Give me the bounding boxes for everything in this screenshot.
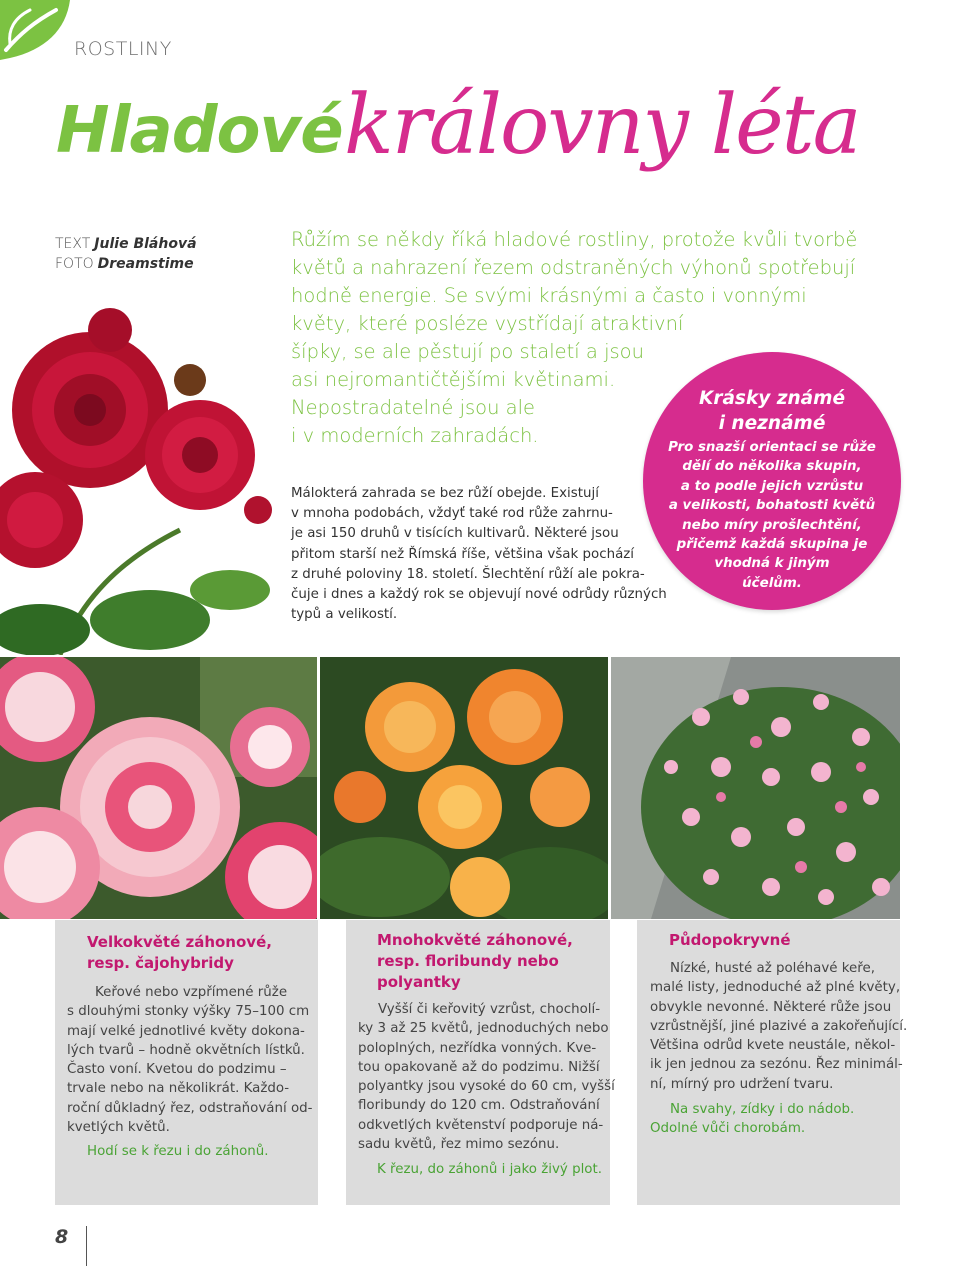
credits (55, 234, 197, 274)
title-part-2: královny léta (344, 78, 860, 173)
card-text-line: obvykle nevonné. Některé růže jsou (650, 999, 892, 1015)
card-text-line: roční důkladný řez, odstraňování od- (67, 1100, 313, 1116)
callout-title-line: Krásky známé (698, 388, 845, 409)
hybrid-tea-roses-photo (0, 657, 317, 919)
leaf-icon (0, 0, 70, 64)
card-text-line: Většina odrůd kvete neustále, někol- (650, 1038, 896, 1054)
photo-credit-author: Dreamstime (97, 256, 194, 272)
card-text-line: vzrůstnější, jiné plazivé a zakořeňující. (650, 1018, 908, 1034)
card-text-line: Často voní. Kvetou do podzimu – (67, 1062, 287, 1078)
card-note-line: Na svahy, zídky i do nádob. (670, 1102, 855, 1117)
body-paragraph (291, 484, 667, 625)
callout-line: a velikosti, bohatosti květů (668, 498, 876, 514)
floribunda-roses-photo (320, 657, 608, 919)
callout-title (643, 386, 901, 436)
lead-line: šípky, se ale pěstují po staletí a jsou (291, 340, 644, 363)
body-line: v mnoha podobách, vždyť také rod růže zahrnu- (291, 506, 613, 522)
card-text-line: Vyšší či keřovitý vzrůst, chocholí- (378, 1002, 601, 1017)
card-hybrid-tea (55, 920, 318, 1205)
card-text-line: tou opakovaně až do podzimu. Nižší (358, 1059, 600, 1075)
callout-line: přičemž každá skupina je (676, 537, 868, 553)
card-note (650, 1100, 854, 1139)
card-text (650, 959, 907, 1094)
card-text-line: sadu květů, řez mimo sezónu. (358, 1137, 560, 1153)
page-title (56, 78, 916, 214)
card-text-line: lých tvarů – hodně okvětních lístků. (67, 1042, 305, 1058)
card-note (87, 1142, 269, 1161)
section-label: ROSTLINY (74, 38, 172, 60)
card-text-line: trvale nebo na několikrát. Každo- (67, 1081, 290, 1097)
body-line: z druhé poloviny 18. století. Šlechtění růží ale pokra- (291, 566, 645, 582)
ground-cover-roses-photo (611, 657, 900, 919)
card-text-line: s dlouhými stonky výšky 75–100 cm (67, 1004, 310, 1020)
text-credit-label: TEXT (55, 236, 91, 252)
card-title-line: resp. čajohybridy (87, 954, 234, 972)
card-note-line: K řezu, do záhonů i jako živý plot. (377, 1162, 603, 1177)
card-title-line: Půdopokryvné (669, 931, 791, 949)
callout-circle (643, 352, 901, 610)
callout-body (643, 438, 901, 593)
card-ground-cover (637, 920, 908, 1205)
body-line: čuje i dnes a každý rok se objevují nové odrůdy různých (291, 587, 667, 603)
callout-line: vhodná k jiným (714, 556, 830, 572)
lead-line: květy, které posléze vystřídají atraktivní (291, 312, 684, 335)
card-floribunda (346, 920, 615, 1205)
card-text-line: ky 3 až 25 květů, jednoduchých nebo (358, 1021, 609, 1037)
card-text-line: Nízké, husté až poléhavé keře, (670, 961, 875, 976)
card-title-line: resp. floribundy nebo (377, 952, 559, 970)
card-title (377, 930, 573, 993)
card-note-line: Hodí se k řezu i do záhonů. (87, 1144, 269, 1159)
card-text-line: mají velké jednotlivé květy dokona- (67, 1023, 305, 1039)
photo-credit (55, 254, 197, 274)
card-text-line: ik jen jednou za sezónu. Řez minimál- (650, 1057, 903, 1073)
callout-line: Pro snazší orientaci se růže (668, 440, 876, 455)
photo-credit-label: FOTO (55, 256, 94, 272)
body-line: Málokterá zahrada se bez růží obejde. Existují (291, 486, 599, 501)
text-credit-author: Julie Bláhová (94, 236, 197, 252)
body-line: přitom starší než Římská říše, většina však pochází (291, 546, 635, 562)
title-part-1: Hladové (56, 94, 343, 168)
callout-line: dělí do několika skupin, (682, 459, 862, 475)
card-text-line: Keřové nebo vzpřímené růže (95, 985, 288, 1000)
card-text-line: odkvetlých květenství podporuje ná- (358, 1117, 604, 1133)
card-title-line: Mnohokvěté záhonové, (377, 931, 573, 949)
card-text (67, 983, 312, 1137)
lead-line: květů a nahrazení řezem odstraněných výhonů spotřebují (291, 256, 856, 279)
card-note (377, 1160, 602, 1179)
callout-line: a to podle jejich vzrůstu (680, 478, 864, 494)
page-number-divider (86, 1226, 87, 1266)
card-text-line: kvetlých květů. (67, 1120, 170, 1136)
lead-line: Růžím se někdy říká hladové rostliny, protože kvůli tvorbě (291, 228, 858, 251)
callout-line: nebo míry prošlechtění, (682, 517, 862, 533)
card-title-line: Velkokvěté záhonové, (87, 933, 272, 951)
body-line: typů a velikostí. (291, 607, 398, 623)
card-note-line: Odolné vůči chorobám. (650, 1121, 806, 1137)
card-text-line: ní, mírný pro udržení tvaru. (650, 1076, 834, 1092)
card-text-line: polyantky jsou vysoké do 60 cm, vyšší (358, 1079, 615, 1095)
lead-line: Nepostradatelné jsou ale (291, 396, 536, 419)
red-roses-image (0, 300, 290, 655)
card-text-line: malé listy, jednoduché až plné květy, (650, 980, 901, 996)
card-text-line: floribundy do 120 cm. Odstraňování (358, 1098, 600, 1114)
lead-line: hodně energie. Se svými krásnými a často i vonnými (291, 284, 807, 307)
card-title (669, 930, 791, 951)
callout-line: účelům. (742, 575, 802, 591)
callout-title-line: i neznámé (718, 413, 826, 434)
lead-line: asi nejromantičtějšími květinami. (291, 368, 616, 391)
text-credit (55, 234, 197, 254)
card-title (87, 932, 272, 974)
page-number: 8 (55, 1226, 69, 1248)
body-line: je asi 150 druhů v tisících kultivarů. Některé jsou (291, 526, 619, 542)
lead-line: i v moderních zahradách. (291, 424, 539, 447)
card-text (358, 1000, 615, 1154)
card-text-line: poloplných, nezřídka vonných. Kve- (358, 1040, 597, 1056)
card-title-line: polyantky (377, 973, 461, 991)
